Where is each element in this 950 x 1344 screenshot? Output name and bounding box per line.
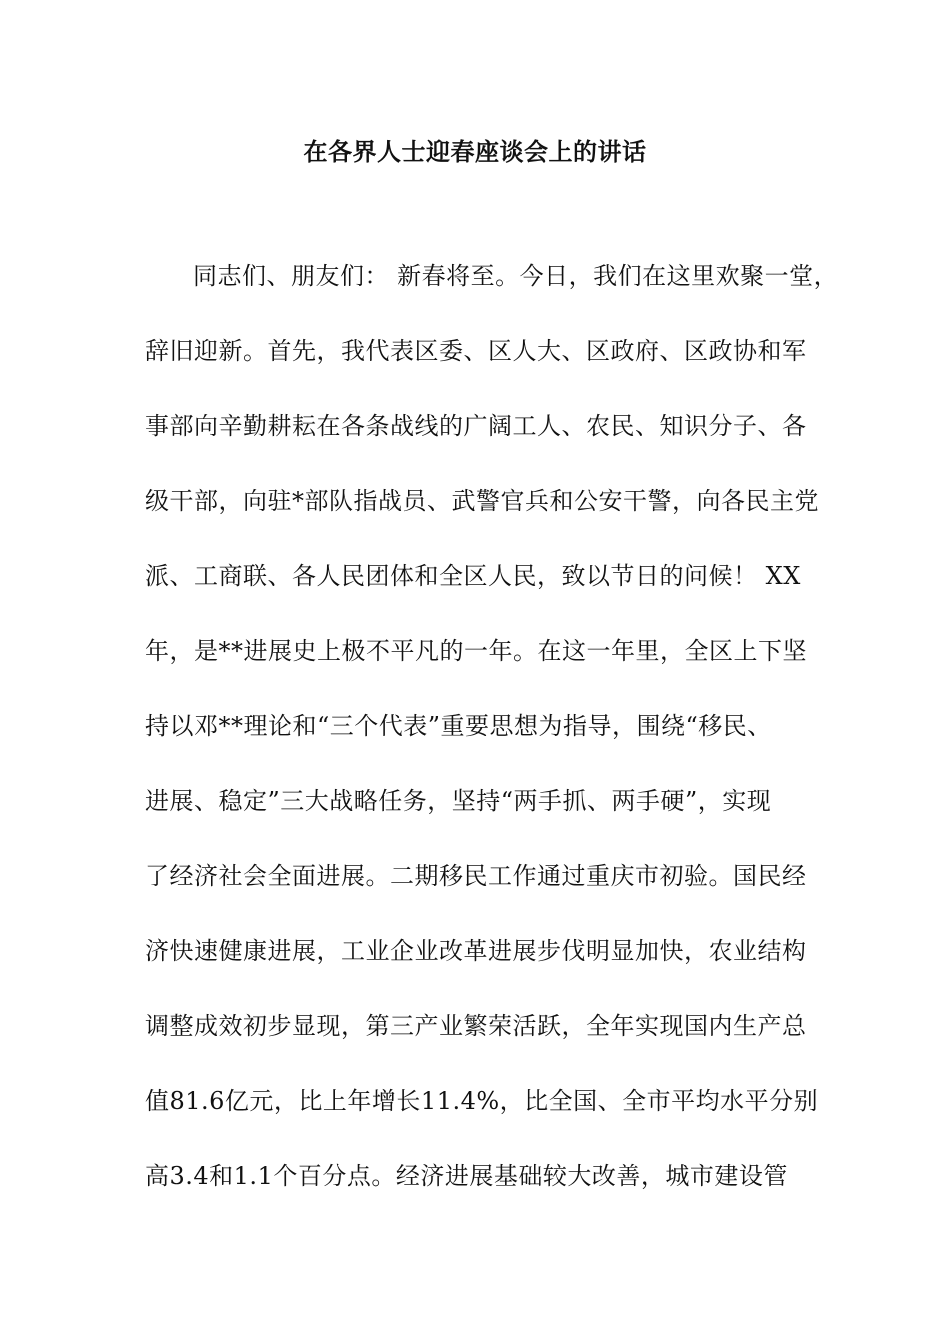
- body-line: 值81.6亿元，比上年增长11.4%，比全国、全市平均水平分别: [145, 1087, 819, 1115]
- body-line: 进展、稳定”三大战略任务，坚持“两手抓、两手硬”，实现: [145, 787, 772, 815]
- body-line: 年，是**进展史上极不平凡的一年。在这一年里，全区上下坚: [145, 637, 807, 665]
- body-line: 事部向辛勤耕耘在各条战线的广阔工人、农民、知识分子、各: [145, 412, 807, 440]
- body-line: 了经济社会全面进展。二期移民工作通过重庆市初验。国民经: [145, 862, 807, 890]
- body-line: 济快速健康进展，工业企业改革进展步伐明显加快，农业结构: [145, 937, 807, 965]
- body-line: 高3.4和1.1个百分点。经济进展基础较大改善，城市建设管: [145, 1162, 788, 1190]
- document-body: [145, 256, 839, 1231]
- document-title: 在各界人士迎春座谈会上的讲话: [303, 137, 647, 166]
- body-line: 同志们、朋友们： 新春将至。今日，我们在这里欢聚一堂，: [193, 262, 839, 290]
- body-line: 辞旧迎新。首先，我代表区委、区人大、区政府、区政协和军: [145, 337, 807, 365]
- body-line: 调整成效初步显现，第三产业繁荣活跃，全年实现国内生产总: [145, 1012, 807, 1040]
- body-line: 持以邓**理论和“三个代表”重要思想为指导，围绕“移民、: [145, 712, 772, 740]
- body-line: 派、工商联、各人民团体和全区人民，致以节日的问候！ XX: [145, 562, 801, 590]
- body-line: 级干部，向驻*部队指战员、武警官兵和公安干警，向各民主党: [145, 487, 819, 515]
